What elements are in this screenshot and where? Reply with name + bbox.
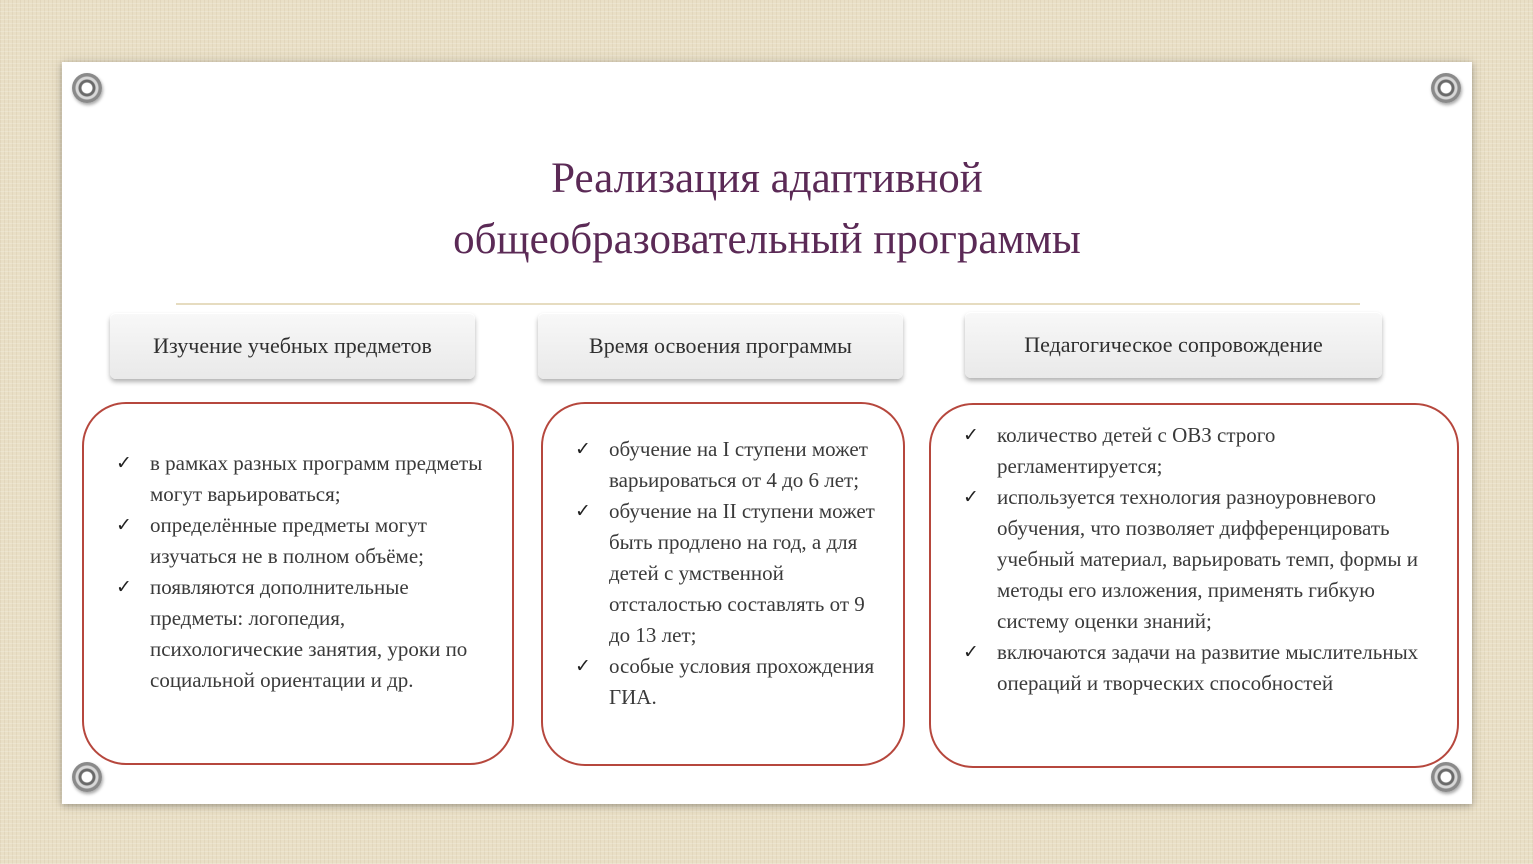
list-item: ✓ появляются дополнительные предметы: логопедия, психологические занятия, уроки по социальной ориентации и др.: [116, 572, 492, 696]
column-box-subjects: [82, 402, 514, 765]
checkmark-icon: ✓: [116, 576, 132, 598]
column-header-label: Время освоения программы: [589, 333, 852, 358]
grommet-bottom-right-icon: [1431, 762, 1461, 792]
grommet-top-right-icon: [1431, 73, 1461, 103]
column-box-duration: [541, 402, 905, 766]
column-header-label: Педагогическое сопровождение: [1024, 332, 1323, 357]
grommet-top-left-icon: [72, 73, 102, 103]
column-header-duration: [538, 313, 903, 379]
column-header-label: Изучение учебных предметов: [153, 333, 432, 358]
checkmark-icon: ✓: [963, 486, 979, 508]
title-line-2: общеобразовательный программы: [453, 216, 1081, 263]
grommet-bottom-left-icon: [72, 762, 102, 792]
page-title: [62, 148, 1472, 270]
list-item: ✓ количество детей с ОВЗ строго регламентируется;: [963, 420, 1437, 482]
list-item: ✓ определённые предметы могут изучаться не в полном объёме;: [116, 510, 492, 572]
column-header-support: [965, 312, 1382, 378]
bullet-list: [963, 420, 1437, 699]
column-box-support: [929, 403, 1459, 768]
checkmark-icon: ✓: [116, 452, 132, 474]
bullet-list: [116, 448, 492, 696]
checkmark-icon: ✓: [963, 424, 979, 446]
checkmark-icon: ✓: [575, 500, 591, 522]
list-item: ✓ особые условия прохождения ГИА.: [575, 651, 885, 713]
list-item: ✓ включаются задачи на развитие мыслительных операций и творческих способностей: [963, 637, 1437, 699]
list-item: ✓ в рамках разных программ предметы могут варьироваться;: [116, 448, 492, 510]
checkmark-icon: ✓: [116, 514, 132, 536]
title-divider: [176, 303, 1360, 305]
column-header-subjects: [110, 313, 475, 379]
bullet-list: [575, 434, 885, 713]
list-item: ✓ используется технология разноуровневого обучения, что позволяет дифференцировать учебный материал, варьировать темп, формы и методы его изложения, применять гибкую систему оценки знаний;: [963, 482, 1437, 637]
list-item: ✓ обучение на I ступени может варьироваться от 4 до 6 лет;: [575, 434, 885, 496]
list-item: ✓ обучение на II ступени может быть продлено на год, а для детей с умственной отсталостью составлять от 9 до 13 лет;: [575, 496, 885, 651]
checkmark-icon: ✓: [575, 438, 591, 460]
checkmark-icon: ✓: [963, 641, 979, 663]
title-line-1: Реализация адаптивной: [551, 155, 983, 202]
checkmark-icon: ✓: [575, 655, 591, 677]
